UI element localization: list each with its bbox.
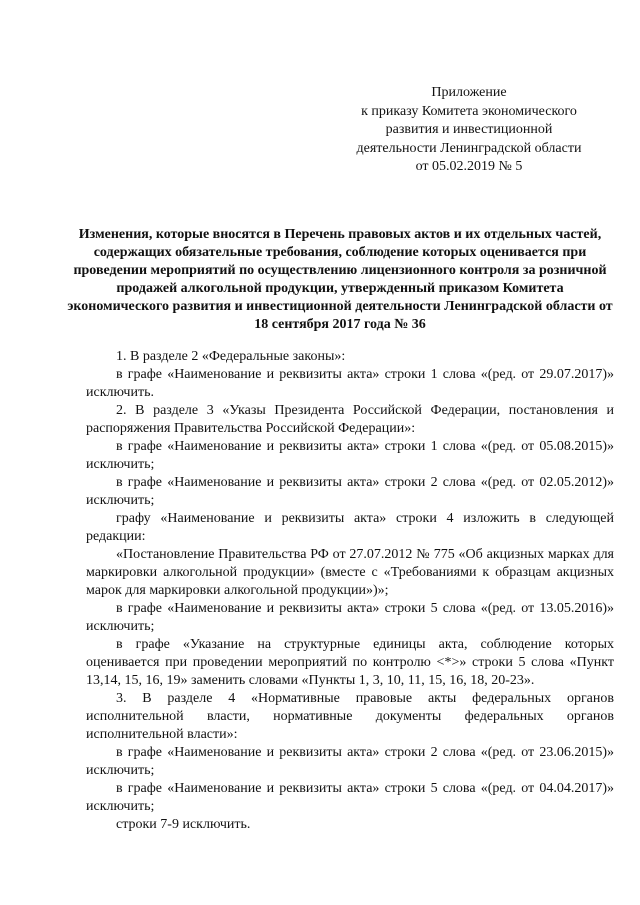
paragraph-2: в графе «Наименование и реквизиты акта» строки 1 слова «(ред. от 29.07.2017)» исключить. — [86, 367, 614, 400]
paragraph-12: в графе «Наименование и реквизиты акта» строки 5 слова «(ред. от 04.04.2017)» исключить; — [86, 781, 614, 814]
paragraph-8: в графе «Наименование и реквизиты акта» строки 5 слова «(ред. от 13.05.2016)» исключить; — [86, 601, 614, 634]
appendix-region-line: деятельности Ленинградской области — [356, 140, 582, 156]
paragraph-9: в графе «Указание на структурные единицы акта, соблюдение которых оценивается при проведении мероприятий по контролю <*>» строки 5 слова «Пункт 13,14, 15, 16, 19» заменить словами «Пункты 1, 3, 10, 11, 15, 16, 18, 20-23». — [86, 637, 614, 688]
paragraph-10: 3. В разделе 4 «Нормативные правовые акты федеральных органов исполнительной власти, нормативные документы федеральных органов исполнительной власти»: — [86, 691, 614, 742]
paragraph-1: 1. В разделе 2 «Федеральные законы»: — [116, 349, 346, 364]
document-title: Изменения, которые вносятся в Перечень правовых актов и их отдельных частей, содержащих обязательные требования, соблюдение которых оценивается при проведении мероприятий по осуществлению лицензионного контроля за розничной продажей алкогольной продукции, утвержденный приказом Комитета экономического развития и инвестиционной деятельности Ленинградской области от 18 сентября 2017 года № 36 — [67, 227, 613, 332]
paragraph-5: в графе «Наименование и реквизиты акта» строки 2 слова «(ред. от 02.05.2012)» исключить; — [86, 475, 614, 508]
appendix-header — [330, 84, 608, 177]
paragraph-7: «Постановление Правительства РФ от 27.07.2012 № 775 «Об акцизных марках для маркировки алкогольной продукции» (вместе с «Требованиями к образцам акцизных марок для маркировки алкогольной продукции»)»; — [86, 547, 614, 598]
appendix-label: Приложение — [431, 85, 507, 100]
paragraph-4: в графе «Наименование и реквизиты акта» строки 1 слова «(ред. от 05.08.2015)» исключить; — [86, 439, 614, 472]
document-body — [86, 348, 614, 834]
paragraph-6: графу «Наименование и реквизиты акта» строки 4 изложить в следующей редакции: — [86, 511, 614, 544]
appendix-order-ref: к приказу Комитета экономического — [361, 103, 577, 119]
appendix-committee-line: развития и инвестиционной — [385, 122, 553, 137]
paragraph-13: строки 7-9 исключить. — [116, 817, 251, 832]
paragraph-11: в графе «Наименование и реквизиты акта» строки 2 слова «(ред. от 23.06.2015)» исключить; — [86, 745, 614, 778]
paragraph-3: 2. В разделе 3 «Указы Президента Российской Федерации, постановления и распоряжения Правительства Российской Федерации»: — [86, 403, 614, 436]
appendix-date-number: от 05.02.2019 № 5 — [415, 159, 523, 174]
